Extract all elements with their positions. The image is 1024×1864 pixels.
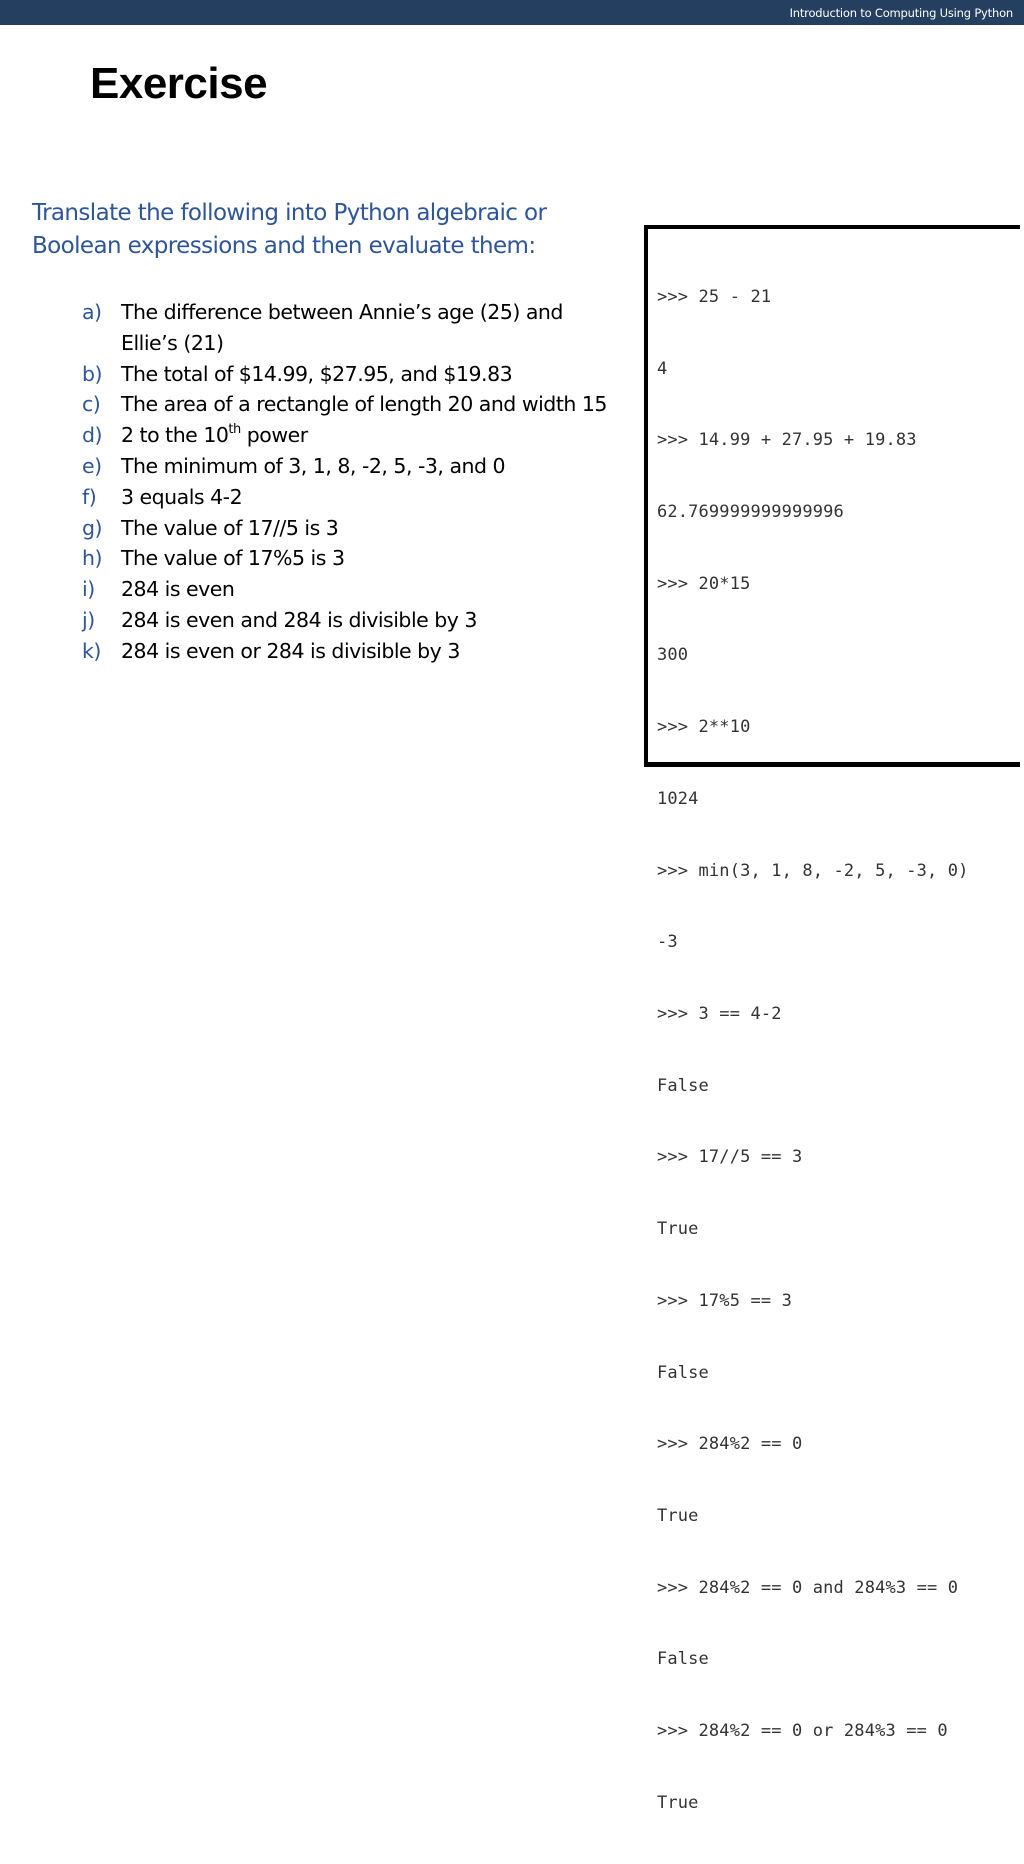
list-marker: d) [82, 423, 103, 448]
shell-line: 4 [657, 358, 668, 379]
exercise-list [82, 297, 642, 667]
list-item-text: Ellie’s (21) [121, 330, 224, 355]
shell-line: True [657, 1506, 699, 1527]
list-item [82, 574, 642, 605]
shell-line: False [657, 1362, 709, 1383]
header-bar [0, 0, 1024, 25]
list-item [82, 420, 642, 451]
list-item-text-tail: power [240, 423, 308, 448]
list-item-text [121, 420, 642, 451]
shell-line: >>> 14.99 + 27.95 + 19.83 [657, 430, 917, 451]
shell-line: -3 [657, 932, 678, 953]
shell-line: >>> 17%5 == 3 [657, 1290, 793, 1311]
shell-line: >>> 284%2 == 0 and 284%3 == 0 [657, 1577, 959, 1598]
shell-line: False [657, 1075, 709, 1096]
superscript: th [228, 422, 241, 438]
shell-lines [657, 238, 969, 1864]
list-item-text: 284 is even or 284 is divisible by 3 [121, 638, 460, 663]
shell-line: >>> 284%2 == 0 [657, 1434, 803, 1455]
list-item-text: The total of $14.99, $27.95, and $19.83 [121, 361, 513, 386]
list-marker: h) [82, 546, 102, 571]
list-item-text: The area of a rectangle of length 20 and width 15 [121, 392, 607, 417]
list-item [82, 636, 642, 667]
list-item [82, 482, 642, 513]
slide-title: Exercise [90, 59, 268, 108]
list-item [82, 605, 642, 636]
list-item-text: The difference between Annie’s age (25) and [121, 300, 563, 324]
exercise-instructions [32, 197, 632, 262]
list-item-text: The minimum of 3, 1, 8, -2, 5, -3, and 0 [121, 453, 506, 478]
shell-line: >>> 20*15 [657, 573, 751, 594]
list-marker: j) [82, 607, 95, 632]
list-item [82, 543, 642, 574]
shell-line: 1024 [657, 788, 699, 809]
shell-line: >>> 284%2 == 0 or 284%3 == 0 [657, 1721, 948, 1742]
shell-line: False [657, 1649, 709, 1670]
list-item [82, 359, 642, 390]
list-marker: g) [82, 515, 103, 540]
list-item-text: The value of 17%5 is 3 [121, 546, 345, 571]
course-title: Introduction to Computing Using Python [789, 6, 1013, 20]
list-marker: f) [82, 484, 97, 509]
shell-line: 62.769999999999996 [657, 501, 844, 522]
list-marker: e) [82, 453, 102, 478]
list-marker: k) [82, 638, 101, 663]
shell-line: >>> 2**10 [657, 717, 751, 738]
list-marker: b) [82, 361, 103, 386]
list-marker: a) [82, 300, 102, 324]
list-item [82, 451, 642, 482]
instruction-line: Translate the following into Python algebraic or [32, 200, 547, 226]
list-item-text: 284 is even and 284 is divisible by 3 [121, 607, 477, 632]
shell-line: True [657, 1792, 699, 1813]
shell-line: >>> 3 == 4-2 [657, 1004, 782, 1024]
list-item [82, 297, 642, 359]
shell-line: 300 [657, 645, 689, 666]
list-item-text-main: 2 to the 10 [121, 423, 229, 448]
list-item-text: 3 equals 4-2 [121, 484, 243, 509]
list-marker: c) [82, 392, 101, 417]
list-marker: i) [82, 577, 95, 602]
instruction-line: Boolean expressions and then evaluate them: [32, 232, 536, 259]
list-item-text: 284 is even [121, 577, 235, 602]
list-item-text: The value of 17//5 is 3 [121, 515, 339, 540]
shell-line: >>> 25 - 21 [657, 286, 772, 307]
python-shell-output [644, 225, 1020, 1813]
list-item [82, 389, 642, 420]
list-item [82, 513, 642, 544]
shell-line: True [657, 1219, 699, 1240]
shell-line: >>> min(3, 1, 8, -2, 5, -3, 0) [657, 860, 969, 881]
shell-line: >>> 17//5 == 3 [657, 1147, 803, 1168]
